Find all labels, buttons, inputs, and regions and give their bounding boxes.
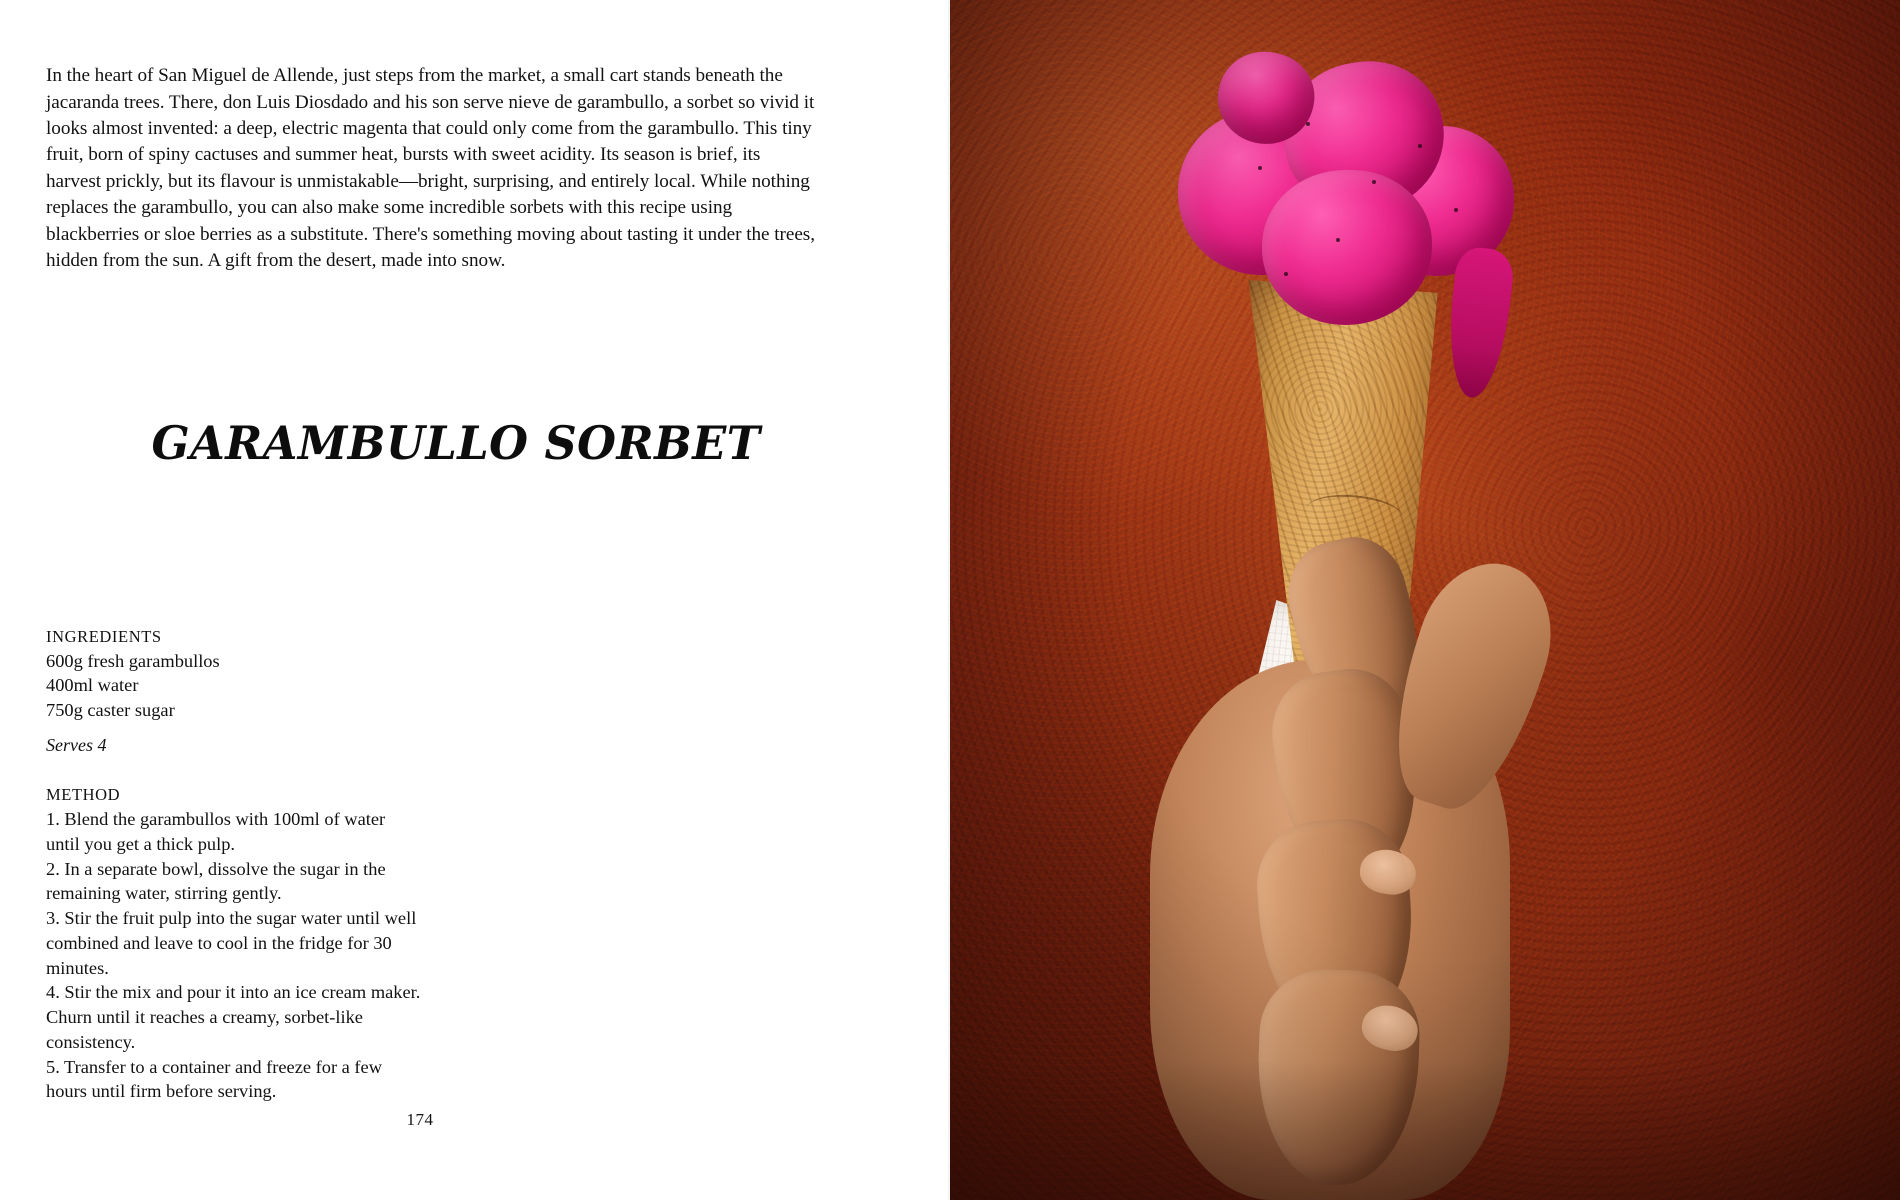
method-label: METHOD [46, 785, 121, 804]
photo-vignette [950, 0, 1900, 1200]
method-step: 4. Stir the mix and pour it into an ice cream maker. Churn until it reaches a creamy, sorbet-like consistency. [46, 982, 421, 1052]
recipe-title: GARAMBULLO SORBET [151, 415, 761, 470]
right-page-photo [950, 0, 1900, 1200]
method-step: 5. Transfer to a container and freeze for a few hours until firm before serving. [46, 1056, 382, 1102]
method-step: 2. In a separate bowl, dissolve the sugar in the remaining water, stirring gently. [46, 858, 386, 904]
ingredients-block [46, 627, 466, 722]
ingredient-item: 600g fresh garambullos [46, 651, 220, 671]
ingredient-item: 750g caster sugar [46, 699, 175, 720]
page-number: 174 [406, 1110, 434, 1129]
method-block [46, 785, 421, 1104]
photo-bottom-shadow [950, 1060, 1900, 1200]
method-step: 1. Blend the garambullos with 100ml of water until you get a thick pulp. [46, 809, 386, 854]
method-step: 3. Stir the fruit pulp into the sugar water until well combined and leave to cool in the fridge for 30 minutes. [46, 908, 417, 978]
page-gutter [948, 0, 952, 1200]
intro-paragraph: In the heart of San Miguel de Allende, just steps from the market, a small cart stands beneath the jacaranda trees. There, don Luis Diosdado and his son serve nieve de garambullo, a sorbet so vivid it looks almost invented: a deep, electric magenta that could only come from the garambullo. This tiny fruit, born of spiny cactuses and summer heat, bursts with sweet acidity. Its season is brief, its harvest prickly, but its flavour is unmistakable—bright, surprising, and entirely local. While nothing replaces the garambullo, you can also make some incredible sorbets with this recipe using blackberries or sloe berries as a substitute. There's something moving about tasting it under the trees, hidden from the sun. A gift from the desert, made into snow. [46, 65, 815, 271]
ingredient-item: 400ml water [46, 675, 139, 696]
ingredients-label: INGREDIENTS [46, 627, 162, 646]
serves-note: Serves 4 [46, 735, 107, 755]
